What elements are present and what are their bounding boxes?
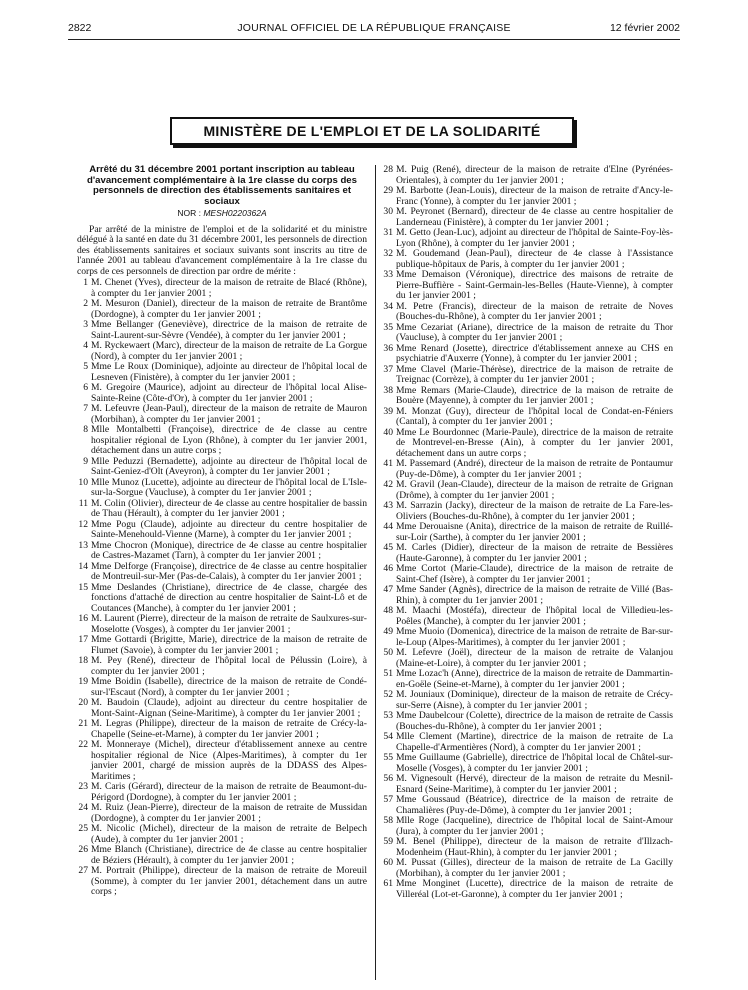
entry-text: M. Pey (René), directeur de l'hôpital local de Pélussin (Loire), à compter du 1er janvier 2001 ; — [91, 655, 367, 677]
entry-text: Mme Monginet (Lucette), directrice de la maison de retraite de Villeréal (Lot-et-Garonne), à compter du 1er janvier 2001 ; — [396, 878, 673, 900]
entry-number: 19 — [78, 676, 88, 688]
list-item — [382, 543, 673, 564]
entry-number: 30 — [383, 206, 393, 217]
entry-text: M. Gregoire (Maurice), adjoint au directeur de l'hôpital local Alise-Sainte-Reine (Côte-d'Or), à compter du 1er janvier 2001 ; — [91, 382, 367, 404]
entry-number: 14 — [78, 560, 88, 572]
entry-text: Mlle Peduzzi (Bernadette), adjointe au directeur de l'hôpital local de Saint-Geniez-d'Olt (Aveyron), à compter du 1er janvier 2001 ; — [91, 455, 367, 478]
entry-text: M. Carles (Didier), directeur de la maison de retraite de Bessières (Haute-Garonne), à compter du 1er janvier 2001 ; — [396, 542, 673, 564]
list-item — [77, 698, 367, 719]
list-item — [382, 344, 673, 365]
entry-number: 29 — [383, 185, 393, 196]
entry-text: M. Petre (Francis), directeur de la maison de retraite de Noves (Bouches-du-Rhône), à compter du 1er janvier 2001 ; — [396, 300, 673, 322]
entry-text: Mme Remars (Marie-Claude), directrice de la maison de retraite de Bouère (Mayenne), à compter du 1er janvier 2001 ; — [396, 384, 673, 406]
list-item — [77, 278, 367, 299]
entry-number: 11 — [78, 497, 88, 509]
list-item — [382, 795, 673, 816]
nor-label: NOR : — [177, 208, 201, 219]
entry-text: M. Puig (René), directeur de la maison de retraite d'Elne (Pyrénées-Orientales), à compter du 1er janvier 2001 ; — [396, 164, 673, 186]
entry-text: M. Jouniaux (Dominique), directeur de la maison de retraite de Crécy-sur-Serre (Aisne), à compter du 1er janvier 2001 ; — [396, 689, 673, 711]
entry-number: 10 — [78, 476, 88, 488]
list-item — [382, 858, 673, 879]
list-item — [77, 362, 367, 383]
list-item — [77, 404, 367, 425]
right-column — [382, 165, 673, 900]
decree-title: Arrêté du 31 décembre 2001 portant inscription au tableau d'avancement complémentaire à la 1re classe du corps des personnels de direction des établissements sanitaires et sociaux — [87, 164, 357, 207]
list-item — [77, 803, 367, 824]
entry-number: 6 — [83, 382, 88, 394]
entry-text: Mme Le Bourdonnec (Marie-Paule), directrice de la maison de retraite de Montrevel-en-Bresse (Ain), à compter du 1er janvier 2001, détachement dans un autre corps ; — [396, 426, 673, 459]
entry-number: 40 — [383, 426, 393, 438]
list-item — [77, 299, 367, 320]
list-item — [382, 480, 673, 501]
entry-text: Mme Demaison (Véronique), directrice des maisons de retraite de Pierre-Buffière - Saint-Germain-les-Belles (Haute-Vienne), à compter du 1er janvier 2001 ; — [396, 269, 673, 301]
entry-text: Mlle Clement (Martine), directrice de la maison de retraite de La Chapelle-d'Armentières (Nord), à compter du 1er janvier 2001 ; — [396, 731, 673, 753]
list-item — [77, 320, 367, 341]
entry-text: M. Vignesoult (Hervé), directeur de la maison de retraite du Mesnil-Esnard (Seine-Maritime), à compter du 1er janvier 2001 ; — [396, 773, 673, 795]
entry-number: 45 — [383, 542, 393, 553]
entry-text: M. Getto (Jean-Luc), adjoint au directeur de l'hôpital de Sainte-Foy-lès-Lyon (Rhône), à compter du 1er janvier 2001 ; — [396, 227, 673, 249]
entry-number: 59 — [383, 836, 393, 847]
list-item — [382, 627, 673, 648]
list-item — [382, 669, 673, 690]
entry-number: 17 — [78, 634, 88, 646]
entry-number: 7 — [83, 403, 88, 415]
entry-text: Mme Daubelcour (Colette), directrice de la maison de retraite de Cassis (Bouches-du-Rhône), à compter du 1er janvier 2001 ; — [396, 710, 673, 732]
entry-text: M. Pussat (Gilles), directeur de la maison de retraite de La Gacilly (Morbihan), à compter du 1er janvier 2001 ; — [396, 857, 673, 879]
entry-text: Mme Delforge (Françoise), directrice de 4e classe au centre hospitalier de Montreuil-sur-Mer (Pas-de-Calais), à compter du 1er janvier 2001 ; — [91, 560, 367, 583]
list-item — [77, 719, 367, 740]
entry-text: Mlle Montalbetti (Françoise), directrice de 4e classe au centre hospitalier régional de Lyon (Rhône), à compter du 1er janvier 2001, détachement dans un autre corps ; — [91, 424, 367, 457]
entry-number: 15 — [78, 581, 88, 593]
entry-text: M. Chenet (Yves), directeur de la maison de retraite de Blacé (Rhône), à compter du 1er janvier 2001 ; — [91, 277, 367, 299]
entry-number: 26 — [78, 844, 88, 856]
entry-number: 51 — [383, 668, 393, 679]
entry-number: 54 — [383, 731, 393, 742]
entry-text: Mme Renard (Josette), directrice d'établissement annexe au CHS en psychiatrie d'Auxerre (Yonne), à compter du 1er janvier 2001 ; — [396, 342, 673, 364]
entry-text: M. Passemard (André), directeur de la maison de retraite de Pontaumur (Puy-de-Dôme), à compter du 1er janvier 2001 ; — [396, 458, 673, 480]
entry-number: 50 — [383, 647, 393, 658]
entry-text: Mme Boidin (Isabelle), directrice de la maison de retraite de Condé-sur-l'Escaut (Nord), à compter du 1er janvier 2001 ; — [91, 676, 367, 698]
entry-number: 35 — [383, 321, 393, 333]
entry-number: 1 — [83, 277, 88, 289]
entry-number: 36 — [383, 342, 393, 354]
entry-number: 9 — [83, 455, 88, 467]
publication-date: 12 février 2002 — [609, 22, 680, 34]
entry-text: M. Ruiz (Jean-Pierre), directeur de la maison de retraite de Mussidan (Dordogne), à compter du 1er janvier 2001 ; — [91, 802, 367, 824]
entry-number: 4 — [83, 340, 88, 352]
entry-number: 43 — [383, 500, 393, 511]
entry-number: 61 — [383, 878, 393, 889]
list-item — [382, 585, 673, 606]
entry-text: Mme Cezariat (Ariane), directrice de la maison de retraite du Thor (Vaucluse), à compter du 1er janvier 2001 ; — [396, 321, 673, 343]
entry-text: M. Benel (Philippe), directeur de la maison de retraite d'Illzach-Modenheim (Haut-Rhin), à compter du 1er janvier 2001 ; — [396, 836, 673, 858]
list-item — [382, 753, 673, 774]
entry-text: M. Gravil (Jean-Claude), directeur de la maison de retraite de Grignan (Drôme), à compter du 1er janvier 2001 ; — [396, 479, 673, 501]
entry-text: Mme Derouaisne (Anita), directrice de la maison de retraite de Ruillé-sur-Loir (Sarthe), à compter du 1er janvier 2001 ; — [396, 521, 673, 543]
list-item — [77, 457, 367, 478]
list-item — [77, 845, 367, 866]
entry-number: 56 — [383, 773, 393, 784]
list-item — [77, 677, 367, 698]
entry-text: Mme Guillaume (Gabrielle), directrice de l'hôpital local de Châtel-sur-Moselle (Vosges), à compter du 1er janvier 2001 ; — [396, 752, 673, 774]
entry-number: 27 — [78, 865, 88, 877]
entry-text: M. Lefeuvre (Jean-Paul), directeur de la maison de retraite de Mauron (Morbihan), à compter du 1er janvier 2001 ; — [91, 403, 367, 425]
entry-number: 18 — [78, 655, 88, 667]
list-item — [382, 386, 673, 407]
entry-text: Mme Muoio (Domenica), directrice de la maison de retraite de Bar-sur-le-Loup (Alpes-Maritimes), à compter du 1er janvier 2001 ; — [396, 626, 673, 648]
entry-number: 21 — [78, 718, 88, 730]
entry-text: Mme Deslandes (Christiane), directrice de 4e classe, chargée des fonctions d'attaché de direction au centre hospitalier de Saint-Lô et de Coutances (Manche), à compter du 1er janvier 2001 ; — [91, 581, 367, 614]
entry-number: 58 — [383, 815, 393, 826]
entry-text: Mme Goussaud (Béatrice), directrice de la maison de retraite de Chamalières (Puy-de-Dôme), à compter du 1er janvier 2001 ; — [396, 794, 673, 816]
list-item — [382, 522, 673, 543]
entry-number: 23 — [78, 781, 88, 793]
entry-number: 37 — [383, 363, 393, 375]
list-item — [382, 323, 673, 344]
entry-text: Mme Lozac'h (Anne), directrice de la maison de retraite de Dammartin-en-Goële (Seine-et-Marne), à compter du 1er janvier 2001 ; — [396, 668, 673, 690]
entry-text: M. Goudemand (Jean-Paul), directeur de 4e classe à l'Assistance publique-hôpitaux de Paris, à compter du 1er janvier 2001 ; — [396, 248, 673, 270]
entry-number: 41 — [383, 458, 393, 469]
left-column — [77, 165, 367, 898]
list-item — [382, 690, 673, 711]
list-item — [77, 478, 367, 499]
entry-number: 31 — [383, 227, 393, 238]
entry-number: 13 — [78, 539, 88, 551]
list-item — [382, 879, 673, 900]
entry-number: 49 — [383, 626, 393, 637]
list-item — [382, 711, 673, 732]
list-item — [382, 407, 673, 428]
entries-list-left — [77, 278, 367, 898]
header-rule — [68, 39, 680, 40]
list-item — [382, 428, 673, 460]
list-item — [77, 541, 367, 562]
entry-number: 3 — [83, 319, 88, 331]
entry-number: 52 — [383, 689, 393, 700]
list-item — [77, 425, 367, 457]
entry-text: Mme Sander (Agnès), directrice de la maison de retraite de Villé (Bas-Rhin), à compter du 1er janvier 2001 ; — [396, 584, 673, 606]
ministry-title: MINISTÈRE DE L'EMPLOI ET DE LA SOLIDARITÉ — [203, 123, 541, 139]
entry-number: 28 — [383, 164, 393, 175]
entry-text: Mme Le Roux (Dominique), adjointe au directeur de l'hôpital local de Lesneven (Finistère), à compter du 1er janvier 2001 ; — [91, 361, 367, 383]
entry-text: M. Mesuron (Daniel), directeur de la maison de retraite de Brantôme (Dordogne), à compter du 1er janvier 2001 ; — [91, 298, 367, 320]
entry-text: Mlle Roge (Jacqueline), directrice de l'hôpital local de Saint-Amour (Jura), à compter du 1er janvier 2001 ; — [396, 815, 673, 837]
list-item — [382, 732, 673, 753]
list-item — [77, 562, 367, 583]
entry-number: 8 — [83, 424, 88, 436]
entry-text: M. Caris (Gérard), directeur de la maison de retraite de Beaumont-du-Périgord (Dordogne), à compter du 1er janvier 2001 ; — [91, 781, 367, 803]
list-item — [382, 501, 673, 522]
entry-number: 46 — [383, 563, 393, 574]
entry-text: Mme Clavel (Marie-Thérèse), directrice de la maison de retraite de Treignac (Corrèze), à compter du 1er janvier 2001 ; — [396, 363, 673, 385]
list-item — [382, 302, 673, 323]
list-item — [77, 614, 367, 635]
list-item — [382, 837, 673, 858]
entry-number: 57 — [383, 794, 393, 805]
list-item — [382, 365, 673, 386]
entry-number: 44 — [383, 521, 393, 532]
list-item — [382, 186, 673, 207]
list-item — [77, 583, 367, 615]
entry-number: 12 — [78, 518, 88, 530]
entry-text: M. Monneraye (Michel), directeur d'établissement annexe au centre hospitalier régional de Nice (Alpes-Maritimes), à compter du 1er janvier 2001, chargé de mission auprès de la DDASS des Alpes-Maritimes ; — [91, 739, 367, 782]
ministry-box — [170, 117, 574, 145]
entry-text: Mme Blanch (Christiane), directrice de 4e classe au centre hospitalier de Béziers (Hérault), à compter du 1er janvier 2001 ; — [91, 844, 367, 866]
entry-text: M. Peyronet (Bernard), directeur de 4e classe au centre hospitalier de Landerneau (Finistère), à compter du 1er janvier 2001 ; — [396, 206, 673, 228]
entry-text: M. Colin (Olivier), directeur de 4e classe au centre hospitalier de bassin de Thau (Hérault), à compter du 1er janvier 2001 ; — [91, 497, 367, 520]
entry-number: 47 — [383, 584, 393, 595]
entry-number: 24 — [78, 802, 88, 814]
entry-number: 34 — [383, 300, 393, 312]
entry-number: 60 — [383, 857, 393, 868]
entry-number: 16 — [78, 613, 88, 625]
entry-text: M. Ryckewaert (Marc), directeur de la maison de retraite de La Gorgue (Nord), à compter du 1er janvier 2001 ; — [91, 340, 367, 362]
list-item — [382, 774, 673, 795]
list-item — [77, 782, 367, 803]
page-number: 2822 — [68, 22, 92, 34]
entry-text: M. Sarrazin (Jacky), directeur de la maison de retraite de La Fare-les-Oliviers (Bouches-du-Rhône), à compter du 1er janvier 2001 ; — [396, 500, 673, 522]
entry-text: Mme Chocron (Monique), directrice de 4e classe au centre hospitalier de Castres-Mazamet (Tarn), à compter du 1er janvier 2001 ; — [91, 539, 367, 562]
journal-title: JOURNAL OFFICIEL DE LA RÉPUBLIQUE FRANÇAISE — [237, 22, 511, 34]
list-item — [77, 740, 367, 782]
entry-number: 22 — [78, 739, 88, 751]
entry-text: M. Baudoin (Claude), adjoint au directeur du centre hospitalier de Mont-Saint-Aignan (Seine-Maritime), à compter du 1er janvier 2001 ; — [91, 697, 367, 719]
entry-text: M. Laurent (Pierre), directeur de la maison de retraite de Saulxures-sur-Moselotte (Vosges), à compter du 1er janvier 2001 ; — [91, 613, 367, 635]
entry-number: 2 — [83, 298, 88, 310]
entry-number: 25 — [78, 823, 88, 835]
list-item — [77, 635, 367, 656]
list-item — [77, 824, 367, 845]
page-header — [68, 22, 680, 38]
entry-text: M. Monzat (Guy), directeur de l'hôpital local de Condat-en-Féniers (Cantal), à compter du 1er janvier 2001 ; — [396, 405, 673, 427]
entry-number: 5 — [83, 361, 88, 373]
entry-number: 39 — [383, 405, 393, 417]
list-item — [382, 816, 673, 837]
list-item — [382, 606, 673, 627]
entry-number: 55 — [383, 752, 393, 763]
nor-code: MESH0220362A — [203, 208, 267, 219]
entry-text: Mme Bellanger (Geneviève), directrice de la maison de retraite de Saint-Laurent-sur-Sèvre (Vendée), à compter du 1er janvier 2001 ; — [91, 319, 367, 341]
list-item — [77, 866, 367, 898]
list-item — [382, 270, 673, 302]
entry-number: 33 — [383, 269, 393, 280]
entry-number: 32 — [383, 248, 393, 259]
entry-text: M. Lefevre (Joël), directeur de la maison de retraite de Valanjou (Maine-et-Loire), à compter du 1er janvier 2001 ; — [396, 647, 673, 669]
entry-text: M. Portrait (Philippe), directeur de la maison de retraite de Moreuil (Somme), à compter du 1er janvier 2001, détachement dans un autre corps ; — [91, 865, 367, 898]
list-item — [77, 520, 367, 541]
list-item — [77, 341, 367, 362]
nor-line — [77, 208, 367, 219]
entry-text: Mlle Munoz (Lucette), adjointe au directeur de l'hôpital local de L'Isle-sur-la-Sorgue (Vaucluse), à compter du 1er janvier 2001 ; — [91, 476, 367, 499]
entry-text: M. Nicolic (Michel), directeur de la maison de retraite de Belpech (Aude), à compter du 1er janvier 2001 ; — [91, 823, 367, 845]
entry-number: 38 — [383, 384, 393, 396]
list-item — [382, 459, 673, 480]
list-item — [382, 648, 673, 669]
entry-text: Mme Pogu (Claude), adjointe au directeur du centre hospitalier de Sainte-Menehould-Vienne (Marne), à compter du 1er janvier 2001 ; — [91, 518, 367, 541]
column-divider — [375, 165, 376, 980]
entry-number: 42 — [383, 479, 393, 490]
decree-intro: Par arrêté de la ministre de l'emploi et de la solidarité et du ministre délégué à la santé en date du 31 décembre 2001, les personnels de direction des établissements sanitaires et sociaux suivants sont inscrits au titre de l'année 2001 au tableau d'avancement complémentaire à la 1re classe du corps de ces personnels de direction par ordre de mérite : — [77, 223, 367, 277]
list-item — [77, 499, 367, 520]
list-item — [382, 564, 673, 585]
entry-text: Mme Gottardi (Brigitte, Marie), directrice de la maison de retraite de Flumet (Savoie), à compter du 1er janvier 2001 ; — [91, 634, 367, 656]
list-item — [77, 383, 367, 404]
list-item — [382, 165, 673, 186]
list-item — [382, 207, 673, 228]
entry-number: 20 — [78, 697, 88, 709]
entry-text: M. Maachi (Mostéfa), directeur de l'hôpital local de Villedieu-les-Poêles (Manche), à compter du 1er janvier 2001 ; — [396, 605, 673, 627]
entry-number: 53 — [383, 710, 393, 721]
entry-number: 48 — [383, 605, 393, 616]
entry-text: M. Legras (Philippe), directeur de la maison de retraite de Crécy-la-Chapelle (Seine-et-Marne), à compter du 1er janvier 2001 ; — [91, 718, 367, 740]
list-item — [382, 249, 673, 270]
entry-text: M. Barbotte (Jean-Louis), directeur de la maison de retraite d'Ancy-le-Franc (Yonne), à compter du 1er janvier 2001 ; — [396, 185, 673, 207]
entry-text: Mme Cortot (Marie-Claude), directrice de la maison de retraite de Saint-Chef (Isère), à compter du 1er janvier 2001 ; — [396, 563, 673, 585]
list-item — [382, 228, 673, 249]
list-item — [77, 656, 367, 677]
entries-list-right — [382, 165, 673, 900]
